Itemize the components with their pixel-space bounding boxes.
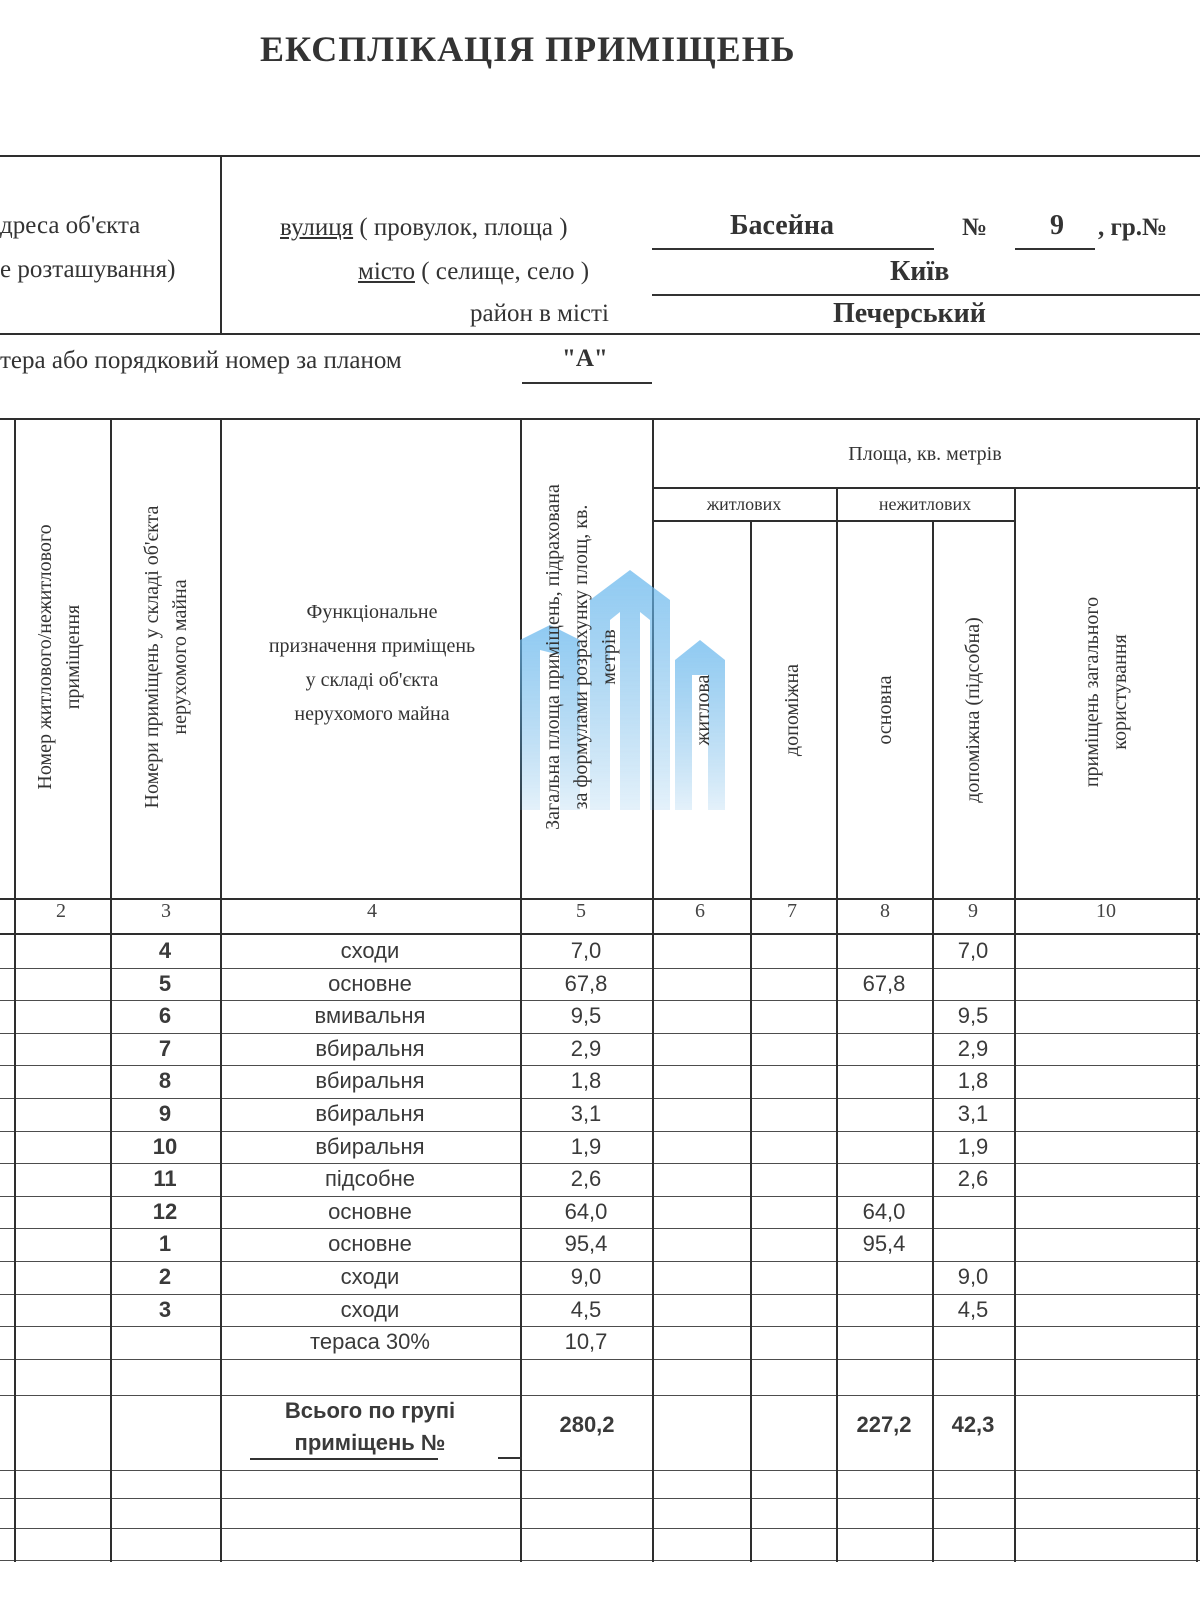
room-number: 11	[153, 1166, 177, 1192]
table-row-line	[0, 1228, 1200, 1229]
room-number: 3	[158, 1296, 172, 1322]
total-label-line1: Всього по групі	[284, 1398, 456, 1423]
header-col10-line1: приміщень загального	[1081, 596, 1103, 788]
room-number: 10	[152, 1133, 178, 1159]
table-row-line	[0, 968, 1200, 969]
room-purpose: вбиральня	[315, 1068, 425, 1094]
table-row-line	[0, 1560, 1200, 1561]
street-value: Басейна	[730, 210, 834, 241]
document-title: ЕКСПЛІКАЦІЯ ПРИМІЩЕНЬ	[260, 29, 796, 69]
table-row-line	[0, 1000, 1200, 1001]
colnum-7: 7	[787, 900, 797, 922]
table-row-line	[0, 1196, 1200, 1197]
total-aux: 42,3	[951, 1412, 995, 1437]
colnum-10: 10	[1096, 900, 1116, 922]
room-purpose: основне	[328, 970, 412, 996]
address-divider	[220, 155, 222, 335]
total-label	[222, 1395, 518, 1459]
city-underline	[652, 294, 1200, 296]
table-row-line	[0, 1470, 1200, 1471]
room-total-area: 7,0	[570, 938, 602, 963]
room-total-area: 64,0	[564, 1198, 608, 1224]
number-value: 9	[1050, 210, 1064, 241]
table-row-line	[0, 1261, 1200, 1262]
room-total-area: 3,1	[570, 1101, 602, 1126]
header-col10-line2: користування	[1109, 634, 1131, 750]
district-label: район в місті	[470, 300, 609, 327]
header-col10	[1078, 522, 1134, 862]
total-label-underline	[250, 1458, 438, 1460]
room-main-area: 95,4	[862, 1231, 906, 1257]
room-number: 9	[158, 1101, 172, 1126]
header-col4	[222, 595, 522, 731]
address-top-border	[0, 155, 1200, 157]
street-label	[280, 214, 568, 242]
room-purpose: вбиральня	[315, 1035, 425, 1061]
city-label	[358, 258, 589, 286]
header-col6: житлова	[692, 674, 714, 746]
room-purpose: основне	[328, 1231, 412, 1257]
header-col4-line4: нерухомого майна	[294, 703, 450, 725]
room-aux-area: 1,8	[957, 1068, 989, 1094]
room-aux-area: 3,1	[957, 1101, 989, 1126]
room-purpose: вмивальня	[314, 1003, 426, 1029]
header-col4-line3: у складі об'єкта	[305, 669, 439, 691]
room-aux-area: 9,0	[957, 1264, 989, 1289]
header-col7: допоміжна	[781, 663, 803, 757]
letter-value: "А"	[562, 345, 608, 372]
area-group-line	[652, 520, 1014, 522]
table-row-line	[0, 1033, 1200, 1034]
colnum-3: 3	[161, 900, 171, 922]
room-number: 8	[158, 1068, 172, 1094]
address-label-2: е розташування)	[0, 256, 176, 283]
header-area-group: Площа, кв. метрів	[848, 443, 1002, 465]
total-area: 280,2	[559, 1412, 615, 1437]
colnum-bottom-border	[0, 933, 1200, 935]
table-column-line	[1014, 487, 1016, 1562]
table-row-line	[0, 1498, 1200, 1499]
address-bottom-border	[0, 333, 1200, 335]
header-col8: основна	[874, 675, 896, 745]
street-label-rest: ( провулок, площа )	[353, 214, 568, 241]
room-total-area: 10,7	[564, 1329, 608, 1355]
area-subheader-line	[652, 487, 1200, 489]
table-column-line	[836, 487, 838, 1562]
room-number: 5	[158, 970, 172, 996]
room-total-area: 9,5	[570, 1003, 602, 1029]
room-total-area: 9,0	[570, 1264, 602, 1289]
colnum-9: 9	[968, 900, 978, 922]
room-main-area: 64,0	[862, 1198, 906, 1224]
city-label-underlined: місто	[358, 258, 415, 285]
room-purpose: тераса 30%	[310, 1329, 430, 1355]
header-col3-line2: нерухомого майна	[169, 579, 191, 735]
room-total-area: 67,8	[564, 970, 608, 996]
number-label: №	[962, 214, 988, 241]
city-value: Київ	[890, 256, 950, 287]
room-purpose: сходи	[340, 1296, 400, 1322]
header-col4-line2: призначення приміщень	[268, 635, 476, 657]
city-label-rest: ( селище, село )	[414, 258, 590, 285]
colnum-8: 8	[880, 900, 890, 922]
total-label-line2: приміщень №	[294, 1430, 446, 1455]
address-label-1: дреса об'єкта	[0, 212, 141, 239]
district-value: Печерський	[833, 298, 986, 329]
room-number: 7	[158, 1035, 172, 1061]
header-nonresidential: нежитлових	[878, 494, 972, 514]
room-number: 1	[158, 1231, 172, 1257]
colnum-6: 6	[695, 900, 705, 922]
total-group-underline	[498, 1457, 522, 1459]
number-underline	[1015, 248, 1095, 250]
room-purpose: вбиральня	[315, 1133, 425, 1159]
header-col3	[138, 437, 194, 877]
room-aux-area: 2,6	[957, 1166, 989, 1192]
header-col2	[31, 437, 87, 877]
table-row-line	[0, 1395, 1200, 1396]
header-col5	[539, 437, 623, 877]
colnum-5: 5	[576, 900, 586, 922]
table-row-line	[0, 1131, 1200, 1132]
room-aux-area: 9,5	[957, 1003, 989, 1029]
room-total-area: 2,9	[570, 1035, 602, 1061]
total-main: 227,2	[856, 1412, 912, 1437]
room-purpose: вбиральня	[315, 1101, 425, 1126]
table-row-line	[0, 1359, 1200, 1360]
room-number: 2	[158, 1264, 172, 1289]
room-total-area: 1,8	[570, 1068, 602, 1094]
header-col4-line1: Функціональне	[306, 601, 438, 623]
header-col5-line2: за формулами розрахунку площ, кв.	[570, 504, 592, 810]
room-number: 6	[158, 1003, 172, 1029]
room-total-area: 1,9	[570, 1133, 602, 1159]
table-row-line	[0, 1065, 1200, 1066]
table-column-line	[1196, 418, 1198, 1562]
room-number: 12	[152, 1198, 178, 1224]
room-total-area: 95,4	[564, 1231, 608, 1257]
table-column-line	[14, 418, 16, 1562]
group-label: , гр.№	[1098, 214, 1168, 241]
street-underline	[652, 248, 934, 250]
room-purpose: сходи	[340, 1264, 400, 1289]
street-label-underlined: вулиця	[280, 214, 354, 241]
header-col5-line3: метрів	[598, 629, 620, 685]
room-purpose: основне	[328, 1198, 412, 1224]
room-total-area: 2,6	[570, 1166, 602, 1192]
room-purpose: підсобне	[324, 1166, 416, 1192]
header-col5-line1: Загальна площа приміщень, підрахована	[542, 484, 564, 830]
room-aux-area: 4,5	[957, 1296, 989, 1322]
table-row-line	[0, 1528, 1200, 1529]
colnum-2: 2	[56, 900, 66, 922]
header-residential: житлових	[706, 494, 782, 514]
table-row-line	[0, 1294, 1200, 1295]
letter-underline	[522, 382, 652, 384]
room-number: 4	[158, 938, 172, 963]
header-col9: допоміжна (підсобна)	[962, 617, 984, 803]
room-aux-area: 7,0	[957, 938, 989, 963]
room-aux-area: 1,9	[957, 1133, 989, 1159]
colnum-4: 4	[367, 900, 377, 922]
header-col3-line1: Номери приміщень у складі об'єкта	[141, 505, 163, 809]
room-total-area: 4,5	[570, 1296, 602, 1322]
header-col2-line2: приміщення	[62, 604, 84, 710]
letter-label: тера або порядковий номер за планом	[0, 347, 402, 374]
header-col2-line1: Номер житлового/нежитлового	[34, 524, 56, 790]
room-main-area: 67,8	[862, 970, 906, 996]
table-top-border	[0, 418, 1200, 420]
table-row-line	[0, 1326, 1200, 1327]
room-aux-area: 2,9	[957, 1035, 989, 1061]
table-row-line	[0, 1098, 1200, 1099]
table-row-line	[0, 1163, 1200, 1164]
room-purpose: сходи	[340, 938, 400, 963]
